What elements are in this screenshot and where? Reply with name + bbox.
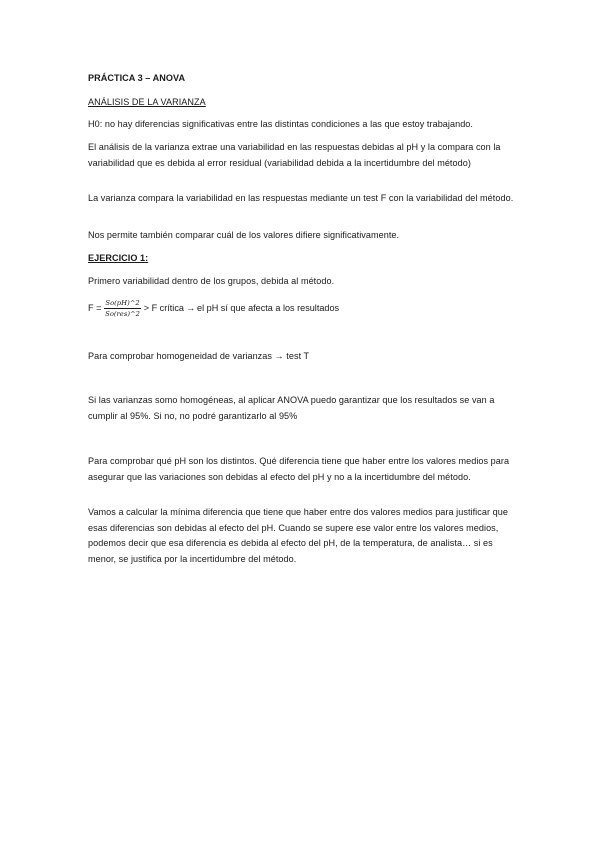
f-formula bbox=[88, 296, 339, 320]
formula-comparison: > F crítica bbox=[143, 303, 184, 313]
formula-conclusion: el pH sí que afecta a los resultados bbox=[197, 303, 340, 313]
document-title: PRÁCTICA 3 – ANOVA bbox=[88, 73, 186, 83]
formula-fraction bbox=[104, 299, 140, 318]
anova-description-paragraph: El análisis de la varianza extrae una variabilidad en las respuestas debidas al pH y la compara con la variabilidad que es debida al error residual (variabilidad debida a la incertidumbre del método) bbox=[88, 142, 501, 168]
f-test-paragraph: La varianza compara la variabilidad en las respuestas mediante un test F con la variabilidad del método. bbox=[88, 193, 514, 203]
formula-numerator: So(pH)^2 bbox=[105, 298, 140, 307]
minimum-difference-paragraph: Vamos a calcular la mínima diferencia que tiene que haber entre dos valores medios para justificar que esas diferencias son debidas al efecto del pH. Cuando se supere ese valor entre los valores medios, podemos decir que esa diferencia es debida al efecto del pH, de la temperatura, de analista… si es menor, se justifica por la incertidumbre del método. bbox=[88, 507, 508, 564]
ph-difference-paragraph: Para comprobar qué pH son los distintos. Qué diferencia tiene que haber entre los valores medios para asegurar que las variaciones son debidas al efecto del pH y no a la incertidumbre del método. bbox=[88, 456, 510, 482]
anova-guarantee-paragraph: Si las varianzas somo homogéneas, al aplicar ANOVA puedo garantizar que los resultados se van a cumplir al 95%. Si no, no podré garantizarlo al 95% bbox=[88, 395, 495, 421]
section-heading: ANÁLISIS DE LA VARIANZA bbox=[88, 97, 206, 107]
exercise-intro: Primero variabilidad dentro de los grupos, debida al método. bbox=[88, 276, 335, 286]
exercise-heading: EJERCICIO 1: bbox=[88, 253, 149, 263]
formula-denominator: So(res)^2 bbox=[105, 309, 140, 318]
homogeneity-paragraph: Para comprobar homogeneidad de varianzas → test T bbox=[88, 351, 310, 361]
comparison-paragraph: Nos permite también comparar cuál de los valores difiere significativamente. bbox=[88, 230, 400, 240]
hypothesis-paragraph: H0: no hay diferencias significativas entre las distintas condiciones a las que estoy trabajando. bbox=[88, 119, 473, 129]
formula-prefix: F = bbox=[88, 303, 102, 313]
right-arrow-icon: → bbox=[185, 303, 196, 313]
